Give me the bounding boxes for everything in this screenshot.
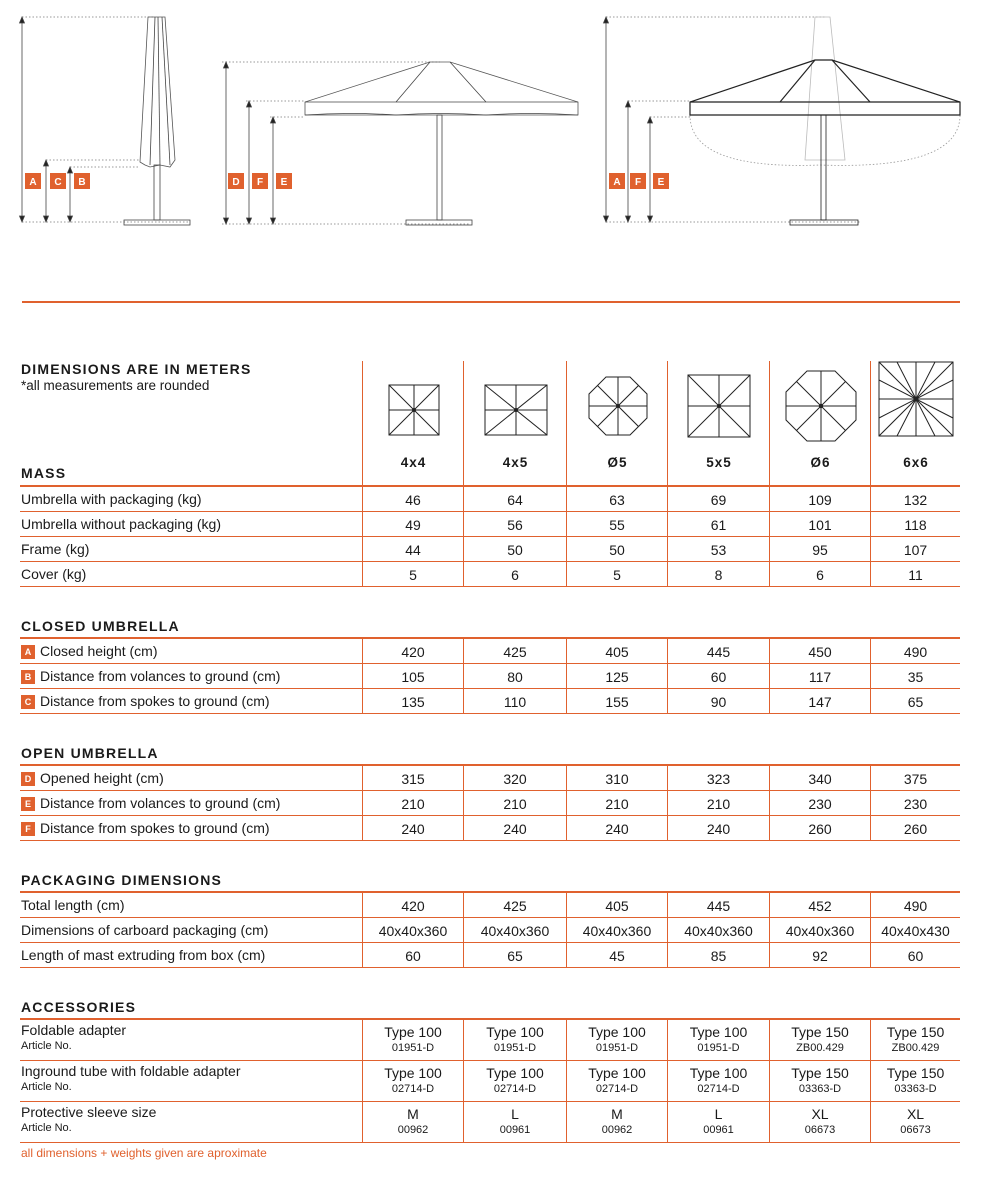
section-title-closed: CLOSED UMBRELLA (21, 618, 180, 634)
sleeve-size: XL (811, 1106, 829, 1122)
column-label: 4x5 (502, 455, 529, 470)
accessory-type: Type 100 (588, 1065, 646, 1081)
table-cell (870, 1020, 960, 1060)
column-label: 4x4 (400, 455, 427, 470)
row-label: Umbrella with packaging (kg) (21, 491, 202, 507)
table-cell: 445 (667, 639, 769, 663)
table-cell: 315 (362, 766, 463, 790)
table-cell: 490 (870, 639, 960, 663)
table-cell: 445 (667, 893, 769, 917)
table-cell: 53 (667, 537, 769, 561)
article-number: 03363-D (894, 1083, 937, 1095)
table-row (20, 537, 960, 562)
table-cell: 85 (667, 943, 769, 967)
article-number: 06673 (804, 1124, 836, 1136)
article-number: 02714-D (391, 1083, 435, 1095)
table-cell (566, 1061, 667, 1101)
badge-letter: E (657, 177, 665, 188)
column-label: Ø6 (810, 455, 831, 470)
table-cell: 210 (566, 791, 667, 815)
badge-letter: D (232, 177, 240, 188)
table-cell (667, 1020, 769, 1060)
badge-letter: C (54, 177, 62, 188)
sleeve-size: L (714, 1106, 723, 1122)
row-label: Cover (kg) (21, 566, 87, 582)
row-label-text: Distance from spokes to ground (cm) (40, 693, 270, 709)
table-header (20, 355, 960, 485)
row-label-text: Inground tube with foldable adapter (21, 1063, 241, 1079)
table-cell: 135 (362, 689, 463, 713)
accessory-type: Type 150 (886, 1065, 945, 1081)
table-cell: 125 (566, 664, 667, 688)
table-cell: 65 (463, 943, 566, 967)
article-number: 06673 (900, 1124, 931, 1136)
table-cell: 452 (769, 893, 870, 917)
section-closed-umbrella (20, 615, 960, 714)
column-d5 (566, 361, 668, 485)
section-title-accessories: ACCESSORIES (21, 999, 137, 1015)
row-label (20, 689, 362, 713)
accessory-type: Type 100 (486, 1065, 544, 1081)
row-label (20, 766, 362, 790)
table-cell: 425 (463, 893, 566, 917)
row-label: Length of mast extruding from box (cm) (21, 947, 266, 963)
table-cell: 210 (463, 791, 566, 815)
table-row (20, 562, 960, 587)
accessory-type: Type 100 (689, 1024, 748, 1040)
units-title: DIMENSIONS ARE IN METERS (21, 361, 252, 377)
section-open-umbrella (20, 742, 960, 841)
open-umbrella-diagram (222, 62, 578, 225)
table-row (20, 816, 960, 841)
table-cell: 118 (870, 512, 960, 536)
specifications-table (20, 355, 960, 1143)
table-cell: 6 (769, 562, 870, 586)
table-row (20, 512, 960, 537)
table-cell: 450 (769, 639, 870, 663)
dimension-badge: F (21, 822, 35, 836)
accessory-type: Type 100 (384, 1024, 442, 1040)
dimension-badge: D (21, 772, 35, 786)
table-cell: 40x40x360 (566, 918, 667, 942)
table-cell: 60 (870, 943, 960, 967)
accessory-type: Type 150 (886, 1024, 945, 1040)
table-row (20, 689, 960, 714)
table-cell: 6 (463, 562, 566, 586)
article-number: 00961 (703, 1124, 734, 1136)
table-cell: 240 (362, 816, 463, 840)
table-cell: 320 (463, 766, 566, 790)
table-cell (362, 1020, 463, 1060)
article-number: 01951-D (697, 1042, 740, 1054)
table-cell: 11 (870, 562, 960, 586)
table-cell (362, 1061, 463, 1101)
table-cell: 405 (566, 639, 667, 663)
article-number: ZB00.429 (796, 1042, 844, 1054)
octagon-canopy-icon (784, 369, 858, 443)
article-number: 02714-D (493, 1083, 537, 1095)
article-number: 00961 (499, 1124, 531, 1136)
combined-umbrella-diagram (604, 17, 961, 225)
table-cell: 92 (769, 943, 870, 967)
table-row (20, 664, 960, 689)
table-cell (667, 1102, 769, 1142)
table-cell: 101 (769, 512, 870, 536)
table-cell: 35 (870, 664, 960, 688)
row-label: Dimensions of carboard packaging (cm) (21, 922, 269, 938)
badge-letter: B (78, 177, 86, 188)
table-cell: 50 (463, 537, 566, 561)
sleeve-size: M (611, 1106, 623, 1122)
table-row (20, 766, 960, 791)
row-label-text: Protective sleeve size (21, 1104, 157, 1120)
table-row (20, 893, 960, 918)
table-row (20, 791, 960, 816)
section-title-packaging: PACKAGING DIMENSIONS (21, 872, 223, 888)
table-cell (769, 1020, 870, 1060)
dimension-badge: E (21, 797, 35, 811)
section-packaging (20, 869, 960, 968)
row-sublabel: Article No. (21, 1040, 72, 1052)
article-number: 02714-D (595, 1083, 639, 1095)
article-number: 01951-D (391, 1042, 435, 1054)
table-cell: 63 (566, 487, 667, 511)
table-cell: 110 (463, 689, 566, 713)
table-cell: 49 (362, 512, 463, 536)
table-cell: 8 (667, 562, 769, 586)
table-cell: 260 (769, 816, 870, 840)
row-label-text: Opened height (cm) (40, 770, 164, 786)
badge-letter: F (256, 177, 264, 188)
row-sublabel: Article No. (21, 1081, 72, 1093)
article-number: 00962 (397, 1124, 429, 1136)
badge-letter: A (613, 177, 621, 188)
column-d6 (769, 361, 871, 485)
table-cell: 240 (667, 816, 769, 840)
section-accessories (20, 996, 960, 1143)
rectangle-canopy-icon (484, 384, 548, 436)
column-6x6 (870, 361, 961, 485)
table-cell: 117 (769, 664, 870, 688)
accessory-type: Type 100 (486, 1024, 544, 1040)
row-label (20, 664, 362, 688)
row-label-text: Closed height (cm) (40, 643, 158, 659)
table-cell: 425 (463, 639, 566, 663)
row-label (20, 1020, 362, 1060)
table-cell: 405 (566, 893, 667, 917)
umbrella-dimension-diagrams (0, 0, 981, 240)
sleeve-size: XL (906, 1106, 925, 1122)
table-cell: 40x40x360 (667, 918, 769, 942)
table-row (20, 1102, 960, 1143)
row-label (20, 791, 362, 815)
table-cell: 132 (870, 487, 960, 511)
table-cell (463, 1102, 566, 1142)
table-cell: 60 (667, 664, 769, 688)
table-cell: 69 (667, 487, 769, 511)
table-cell: 210 (362, 791, 463, 815)
table-cell: 45 (566, 943, 667, 967)
table-cell (362, 1102, 463, 1142)
column-5x5 (667, 361, 770, 485)
square-canopy-icon (388, 384, 440, 436)
table-cell: 490 (870, 893, 960, 917)
table-cell: 65 (870, 689, 960, 713)
table-cell (870, 1102, 960, 1142)
table-cell: 5 (566, 562, 667, 586)
row-label-text: Distance from spokes to ground (cm) (40, 820, 270, 836)
table-cell: 210 (667, 791, 769, 815)
row-label (20, 1102, 362, 1142)
row-label: Total length (cm) (21, 897, 125, 913)
table-cell: 420 (362, 639, 463, 663)
table-cell: 230 (870, 791, 960, 815)
badge-letter: A (29, 177, 37, 188)
table-cell (769, 1061, 870, 1101)
table-cell: 147 (769, 689, 870, 713)
table-row (20, 943, 960, 968)
table-cell: 80 (463, 664, 566, 688)
sleeve-size: M (407, 1106, 419, 1122)
table-cell (566, 1020, 667, 1060)
article-number: 00962 (601, 1124, 633, 1136)
footnote: all dimensions + weights given are aproximate (21, 1146, 267, 1160)
table-cell: 61 (667, 512, 769, 536)
dimension-badge: B (21, 670, 35, 684)
article-number: 03363-D (798, 1083, 842, 1095)
table-cell: 230 (769, 791, 870, 815)
table-cell: 155 (566, 689, 667, 713)
table-cell: 5 (362, 562, 463, 586)
table-cell: 40x40x360 (769, 918, 870, 942)
table-row (20, 639, 960, 664)
table-cell (769, 1102, 870, 1142)
sleeve-size: L (511, 1106, 519, 1122)
column-label: 6x6 (903, 455, 929, 470)
table-row (20, 1020, 960, 1061)
diagram-badges (25, 173, 669, 189)
square-canopy-icon (687, 374, 751, 438)
accessory-type: Type 150 (791, 1024, 849, 1040)
badge-letter: E (280, 177, 288, 188)
table-cell: 55 (566, 512, 667, 536)
table-cell (870, 1061, 960, 1101)
row-label (20, 816, 362, 840)
column-label: 5x5 (706, 455, 732, 470)
table-cell: 56 (463, 512, 566, 536)
section-divider (22, 301, 960, 303)
column-label: Ø5 (607, 455, 628, 470)
section-title-mass: MASS (21, 465, 67, 481)
table-cell: 260 (870, 816, 960, 840)
table-cell: 40x40x430 (870, 918, 960, 942)
table-row (20, 487, 960, 512)
article-number: 01951-D (595, 1042, 639, 1054)
row-label-text: Foldable adapter (21, 1022, 127, 1038)
table-cell: 375 (870, 766, 960, 790)
row-sublabel: Article No. (21, 1122, 72, 1134)
table-cell: 240 (566, 816, 667, 840)
table-cell: 44 (362, 537, 463, 561)
closed-umbrella-diagram (20, 17, 191, 225)
table-cell (463, 1020, 566, 1060)
table-cell: 60 (362, 943, 463, 967)
section-title-open: OPEN UMBRELLA (21, 745, 159, 761)
accessory-type: Type 100 (689, 1065, 748, 1081)
table-cell (667, 1061, 769, 1101)
dimension-badge: A (21, 645, 35, 659)
table-row (20, 918, 960, 943)
units-note: *all measurements are rounded (21, 378, 210, 393)
table-cell: 109 (769, 487, 870, 511)
table-cell: 64 (463, 487, 566, 511)
row-label-text: Distance from volances to ground (cm) (40, 795, 281, 811)
row-label (20, 639, 362, 663)
accessory-type: Type 150 (791, 1065, 849, 1081)
table-cell: 50 (566, 537, 667, 561)
square-canopy-icon (878, 361, 954, 437)
table-row (20, 1061, 960, 1102)
row-label: Frame (kg) (21, 541, 90, 557)
row-label-text: Distance from volances to ground (cm) (40, 668, 281, 684)
table-cell: 40x40x360 (362, 918, 463, 942)
table-cell: 323 (667, 766, 769, 790)
accessory-type: Type 100 (384, 1065, 442, 1081)
article-number: 01951-D (493, 1042, 537, 1054)
dimension-badge: C (21, 695, 35, 709)
table-cell: 310 (566, 766, 667, 790)
octagon-canopy-icon (587, 375, 649, 437)
table-cell: 420 (362, 893, 463, 917)
table-cell: 340 (769, 766, 870, 790)
column-4x5 (463, 361, 567, 485)
table-cell (566, 1102, 667, 1142)
table-cell: 46 (362, 487, 463, 511)
row-label: Umbrella without packaging (kg) (21, 516, 221, 532)
table-cell: 90 (667, 689, 769, 713)
article-number: ZB00.429 (891, 1042, 940, 1054)
column-4x4 (362, 361, 464, 485)
table-cell: 40x40x360 (463, 918, 566, 942)
table-cell: 105 (362, 664, 463, 688)
accessory-type: Type 100 (588, 1024, 646, 1040)
badge-letter: F (634, 177, 642, 188)
table-cell: 240 (463, 816, 566, 840)
table-cell: 107 (870, 537, 960, 561)
row-label (20, 1061, 362, 1101)
article-number: 02714-D (697, 1083, 740, 1095)
table-cell (463, 1061, 566, 1101)
table-cell: 95 (769, 537, 870, 561)
